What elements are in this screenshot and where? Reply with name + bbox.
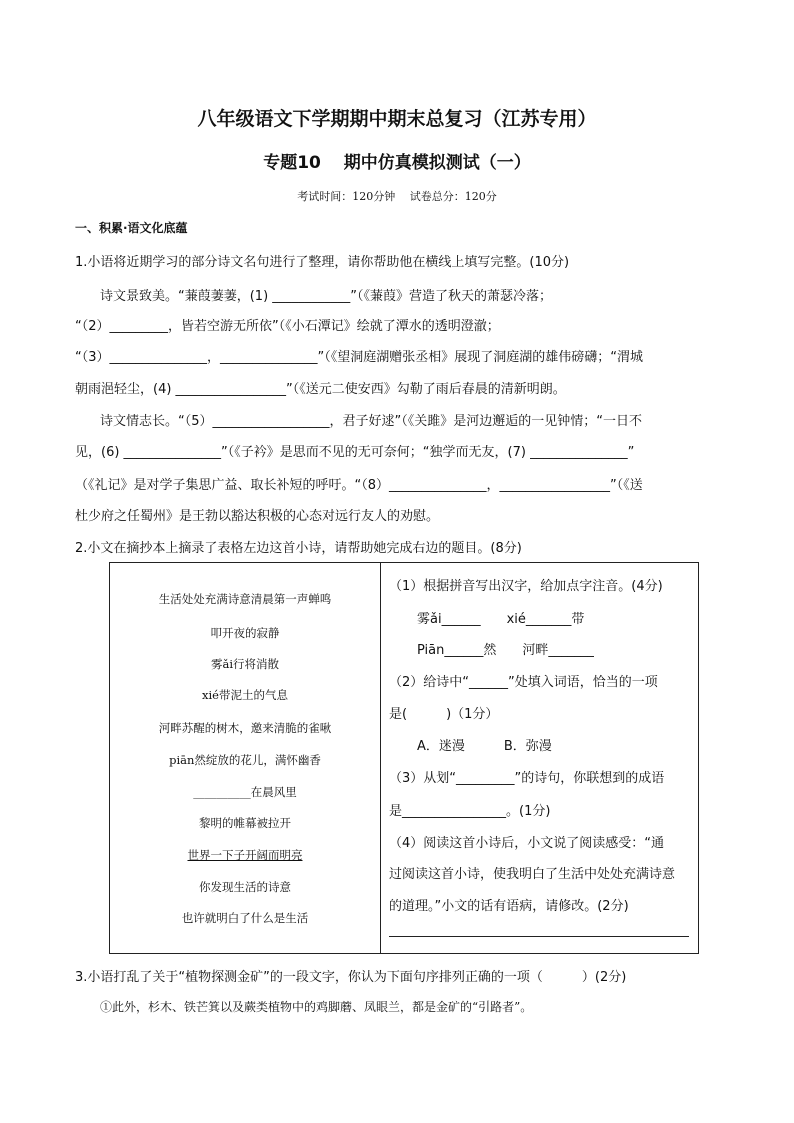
q2-subquestion: 是________________。(1分) bbox=[389, 804, 551, 819]
q1-line: “（3）_______________，_______________”（《望洞庭湖赠张丞相》展现了洞庭湖的雄伟磅礴；“渭城 bbox=[75, 350, 643, 365]
q2-subquestion: 的道理。”小文的话有语病，请修改。(2分) bbox=[389, 899, 629, 914]
q2-subquestion: 过阅读这首小诗，使我明白了生活中处处充满诗意 bbox=[389, 867, 676, 882]
poem-line: 雾ǎi行将消散 bbox=[210, 657, 280, 671]
q2-subquestion: 是( )（1分） bbox=[389, 707, 499, 722]
poem-cell bbox=[110, 563, 381, 954]
answer-line bbox=[389, 936, 689, 937]
q2-blank-line: Piān______然 河畔_______ bbox=[417, 643, 594, 658]
section-heading: 一、积累·语文化底蕴 bbox=[75, 221, 188, 235]
q1-intro: 1.小语将近期学习的部分诗文名句进行了整理，请你帮助他在横线上填写完整。(10分) bbox=[75, 255, 570, 270]
q2-table bbox=[109, 562, 699, 954]
q1-line: “（2）_________，皆若空游无所依”（《小石潭记》绘就了潭水的透明澄澈； bbox=[75, 319, 500, 334]
q1-line: 杜少府之任蜀州》是王勃以豁达积极的心态对远行友人的劝慰。 bbox=[75, 509, 440, 524]
poem-line: 黎明的帷幕被拉开 bbox=[199, 816, 291, 830]
document-subtitle: 专题10 期中仿真模拟测试（一） bbox=[263, 153, 531, 173]
questions-cell bbox=[381, 563, 699, 954]
poem-line: piān然绽放的花儿，满怀幽香 bbox=[169, 753, 321, 767]
poem-line-underlined: 世界一下子开阔而明亮 bbox=[187, 848, 303, 862]
poem-line: 河畔苏醒的树木，邀来清脆的雀啾 bbox=[158, 721, 332, 735]
document-title: 八年级语文下学期期中期末总复习（江苏专用） bbox=[197, 108, 597, 130]
q3-item: ①此外，杉木、铁芒箕以及蕨类植物中的鸡脚蘑、凤眼兰，都是金矿的“引路者”。 bbox=[100, 1000, 533, 1014]
poem-line: 也许就明白了什么是生活 bbox=[181, 911, 309, 925]
q2-subquestion: （3）从划“_________”的诗句，你联想到的成语 bbox=[389, 771, 665, 786]
q2-subquestion: （1）根据拼音写出汉字，给加点字注音。(4分) bbox=[389, 579, 663, 594]
q2-subquestion: （2）给诗中“______”处填入词语，恰当的一项 bbox=[389, 675, 658, 690]
q2-subquestion: （4）阅读这首小诗后，小文说了阅读感受：“通 bbox=[389, 836, 665, 851]
q1-line: 朝雨浥轻尘，(4) _________________”（《送元二使安西》勾勒了雨后春晨的清新明朗。 bbox=[75, 382, 566, 397]
exam-meta: 考试时间：120分钟 试卷总分：120分 bbox=[297, 190, 497, 203]
q2-intro: 2.小文在摘抄本上摘录了表格左边这首小诗，请帮助她完成右边的题目。(8分) bbox=[75, 541, 522, 556]
poem-line: 叩开夜的寂静 bbox=[210, 626, 280, 640]
q1-line: 诗文景致美。“蒹葭萋萋，(1) ____________”（《蒹葭》营造了秋天的萧瑟冷落； bbox=[100, 289, 553, 304]
q1-line: 见，(6) _______________”（《子衿》是思而不见的无可奈何；“独学而无友，(7) _______________” bbox=[75, 445, 635, 460]
poem-line: xié带泥土的气息 bbox=[202, 688, 288, 702]
q1-line: （《礼记》是对学子集思广益、取长补短的呼吁。“（8）_______________，_________________”（《送 bbox=[75, 478, 643, 493]
q3-intro: 3.小语打乱了关于“植物探测金矿”的一段文字，你认为下面句序排列正确的一项（ ）(2分) bbox=[75, 970, 627, 985]
q1-line: 诗文情志长。“（5）__________________，君子好逑”（《关雎》是河边邂逅的一见钟情；“一日不 bbox=[100, 414, 642, 429]
poem-line: 生活处处充满诗意清晨第一声蝉鸣 bbox=[158, 592, 332, 606]
poem-line: 你发现生活的诗意 bbox=[199, 880, 291, 894]
poem-line: __________在晨风里 bbox=[193, 785, 297, 799]
q2-options: A．迷漫 B．弥漫 bbox=[417, 739, 552, 754]
q2-blank-line: 雾ǎi______ xié_______带 bbox=[417, 612, 585, 627]
